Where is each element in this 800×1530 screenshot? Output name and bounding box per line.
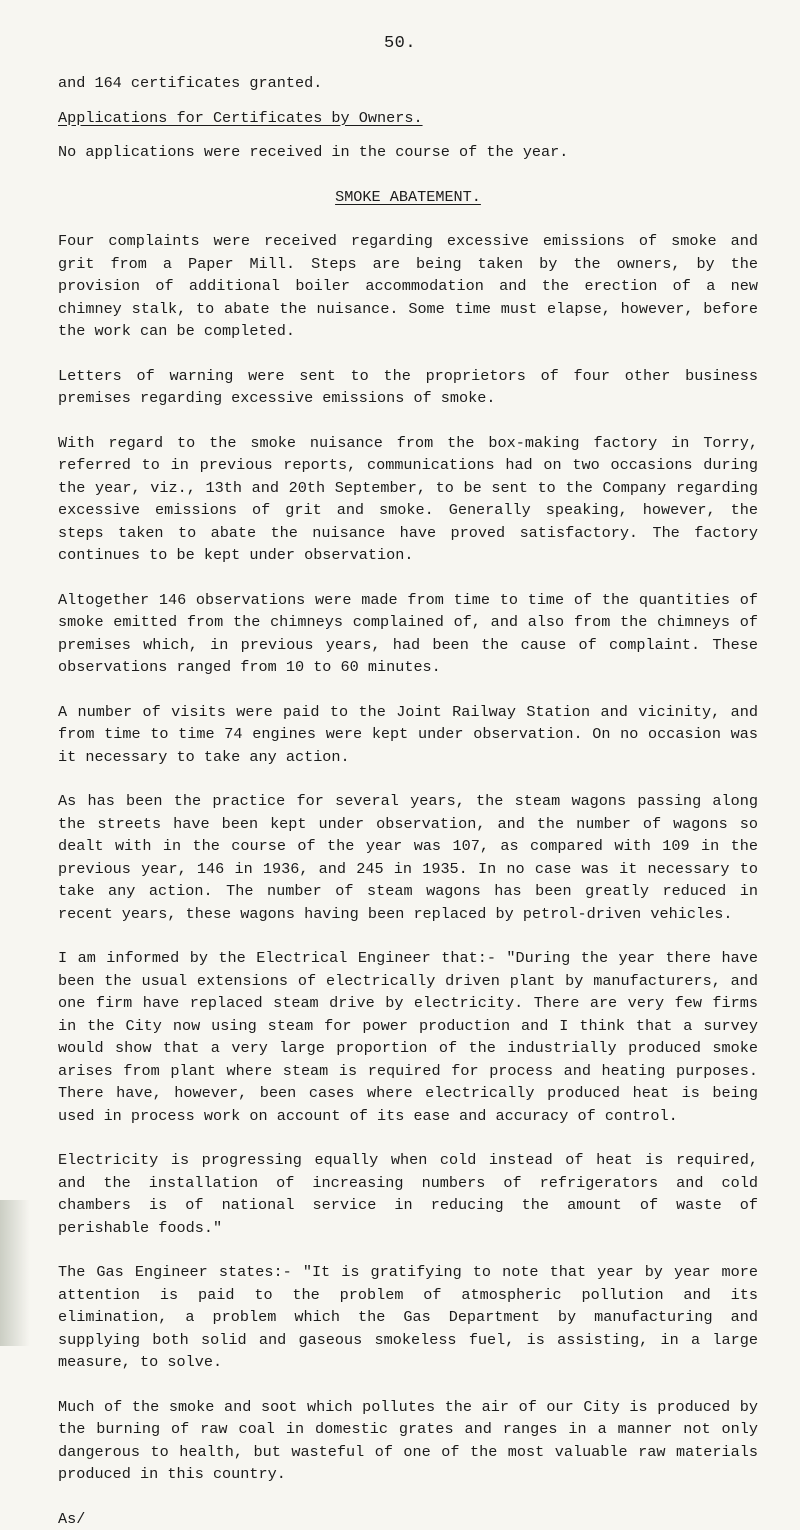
catchword: As/ <box>58 1508 758 1530</box>
paragraph-electricity-refrigeration: Electricity is progressing equally when cold instead of heat is required, and the installation of increasing numbers of refrigerators and cold chambers is of national service in reducing the amount of waste of perishable foods." <box>58 1149 758 1239</box>
paragraph-railway-station: A number of visits were paid to the Joint Railway Station and vicinity, and from time to time 74 engines were kept under observation. On no occasion was it necessary to take any action. <box>58 701 758 769</box>
paragraph-letters-of-warning: Letters of warning were sent to the proprietors of four other business premises regarding excessive emissions of smoke. <box>58 365 758 410</box>
page-number: 50. <box>0 34 800 53</box>
paragraph-electrical-engineer: I am informed by the Electrical Engineer that:- "During the year there have been the usual extensions of electrically driven plant by manufacturers, and one firm have replaced steam drive by electricity. There are very few firms in the City now using steam for power production and I think that a survey would show that a very large proportion of the industrially produced smoke arises from plant where steam is required for process and heating purposes. There have, however, been cases where electrically produced heat is being used in process work on account of its ease and accuracy of control. <box>58 947 758 1127</box>
paragraph-no-applications: No applications were received in the course of the year. <box>58 141 758 164</box>
heading-applications-text: Applications for Certificates by Owners. <box>58 109 423 127</box>
paragraph-box-making-factory: With regard to the smoke nuisance from the box-making factory in Torry, referred to in previous reports, communications had on two occasions during the year, viz., 13th and 20th September, to be sent to the Company regarding excessive emissions of grit and smoke. Generally speaking, however, the steps taken to abate the nuisance have proved satisfactory. The factory continues to be kept under observation. <box>58 432 758 567</box>
page-body <box>58 72 758 1530</box>
section-heading-smoke-abatement <box>58 186 758 209</box>
paragraph-certificates-granted: and 164 certificates granted. <box>58 72 758 95</box>
page-edge-shadow <box>0 1200 30 1346</box>
paragraph-domestic-smoke: Much of the smoke and soot which pollutes the air of our City is produced by the burning of raw coal in domestic grates and ranges in a manner not only dangerous to health, but wasteful of one of the most valuable raw materials produced in this country. <box>58 1396 758 1486</box>
section-heading-applications <box>58 107 758 130</box>
heading-smoke-abatement-text: SMOKE ABATEMENT. <box>335 188 481 206</box>
paragraph-steam-wagons: As has been the practice for several years, the steam wagons passing along the streets have been kept under observation, and the number of wagons so dealt with in the course of the year was 107, as compared with 109 in the previous year, 146 in 1936, and 245 in 1935. In no case was it necessary to take any action. The number of steam wagons has been greatly reduced in recent years, these wagons having been replaced by petrol-driven vehicles. <box>58 790 758 925</box>
paragraph-observations: Altogether 146 observations were made from time to time of the quantities of smoke emitted from the chimneys complained of, and also from the chimneys of premises which, in previous years, had been the cause of complaint. These observations ranged from 10 to 60 minutes. <box>58 589 758 679</box>
paragraph-gas-engineer: The Gas Engineer states:- "It is gratifying to note that year by year more attention is paid to the problem of atmospheric pollution and its elimination, a problem which the Gas Department by manufacturing and supplying both solid and gaseous smokeless fuel, is assisting, in a large measure, to solve. <box>58 1261 758 1374</box>
paragraph-paper-mill: Four complaints were received regarding excessive emissions of smoke and grit from a Paper Mill. Steps are being taken by the owners, by the provision of additional boiler accommodation and the erection of a new chimney stalk, to abate the nuisance. Some time must elapse, however, before the work can be completed. <box>58 230 758 343</box>
